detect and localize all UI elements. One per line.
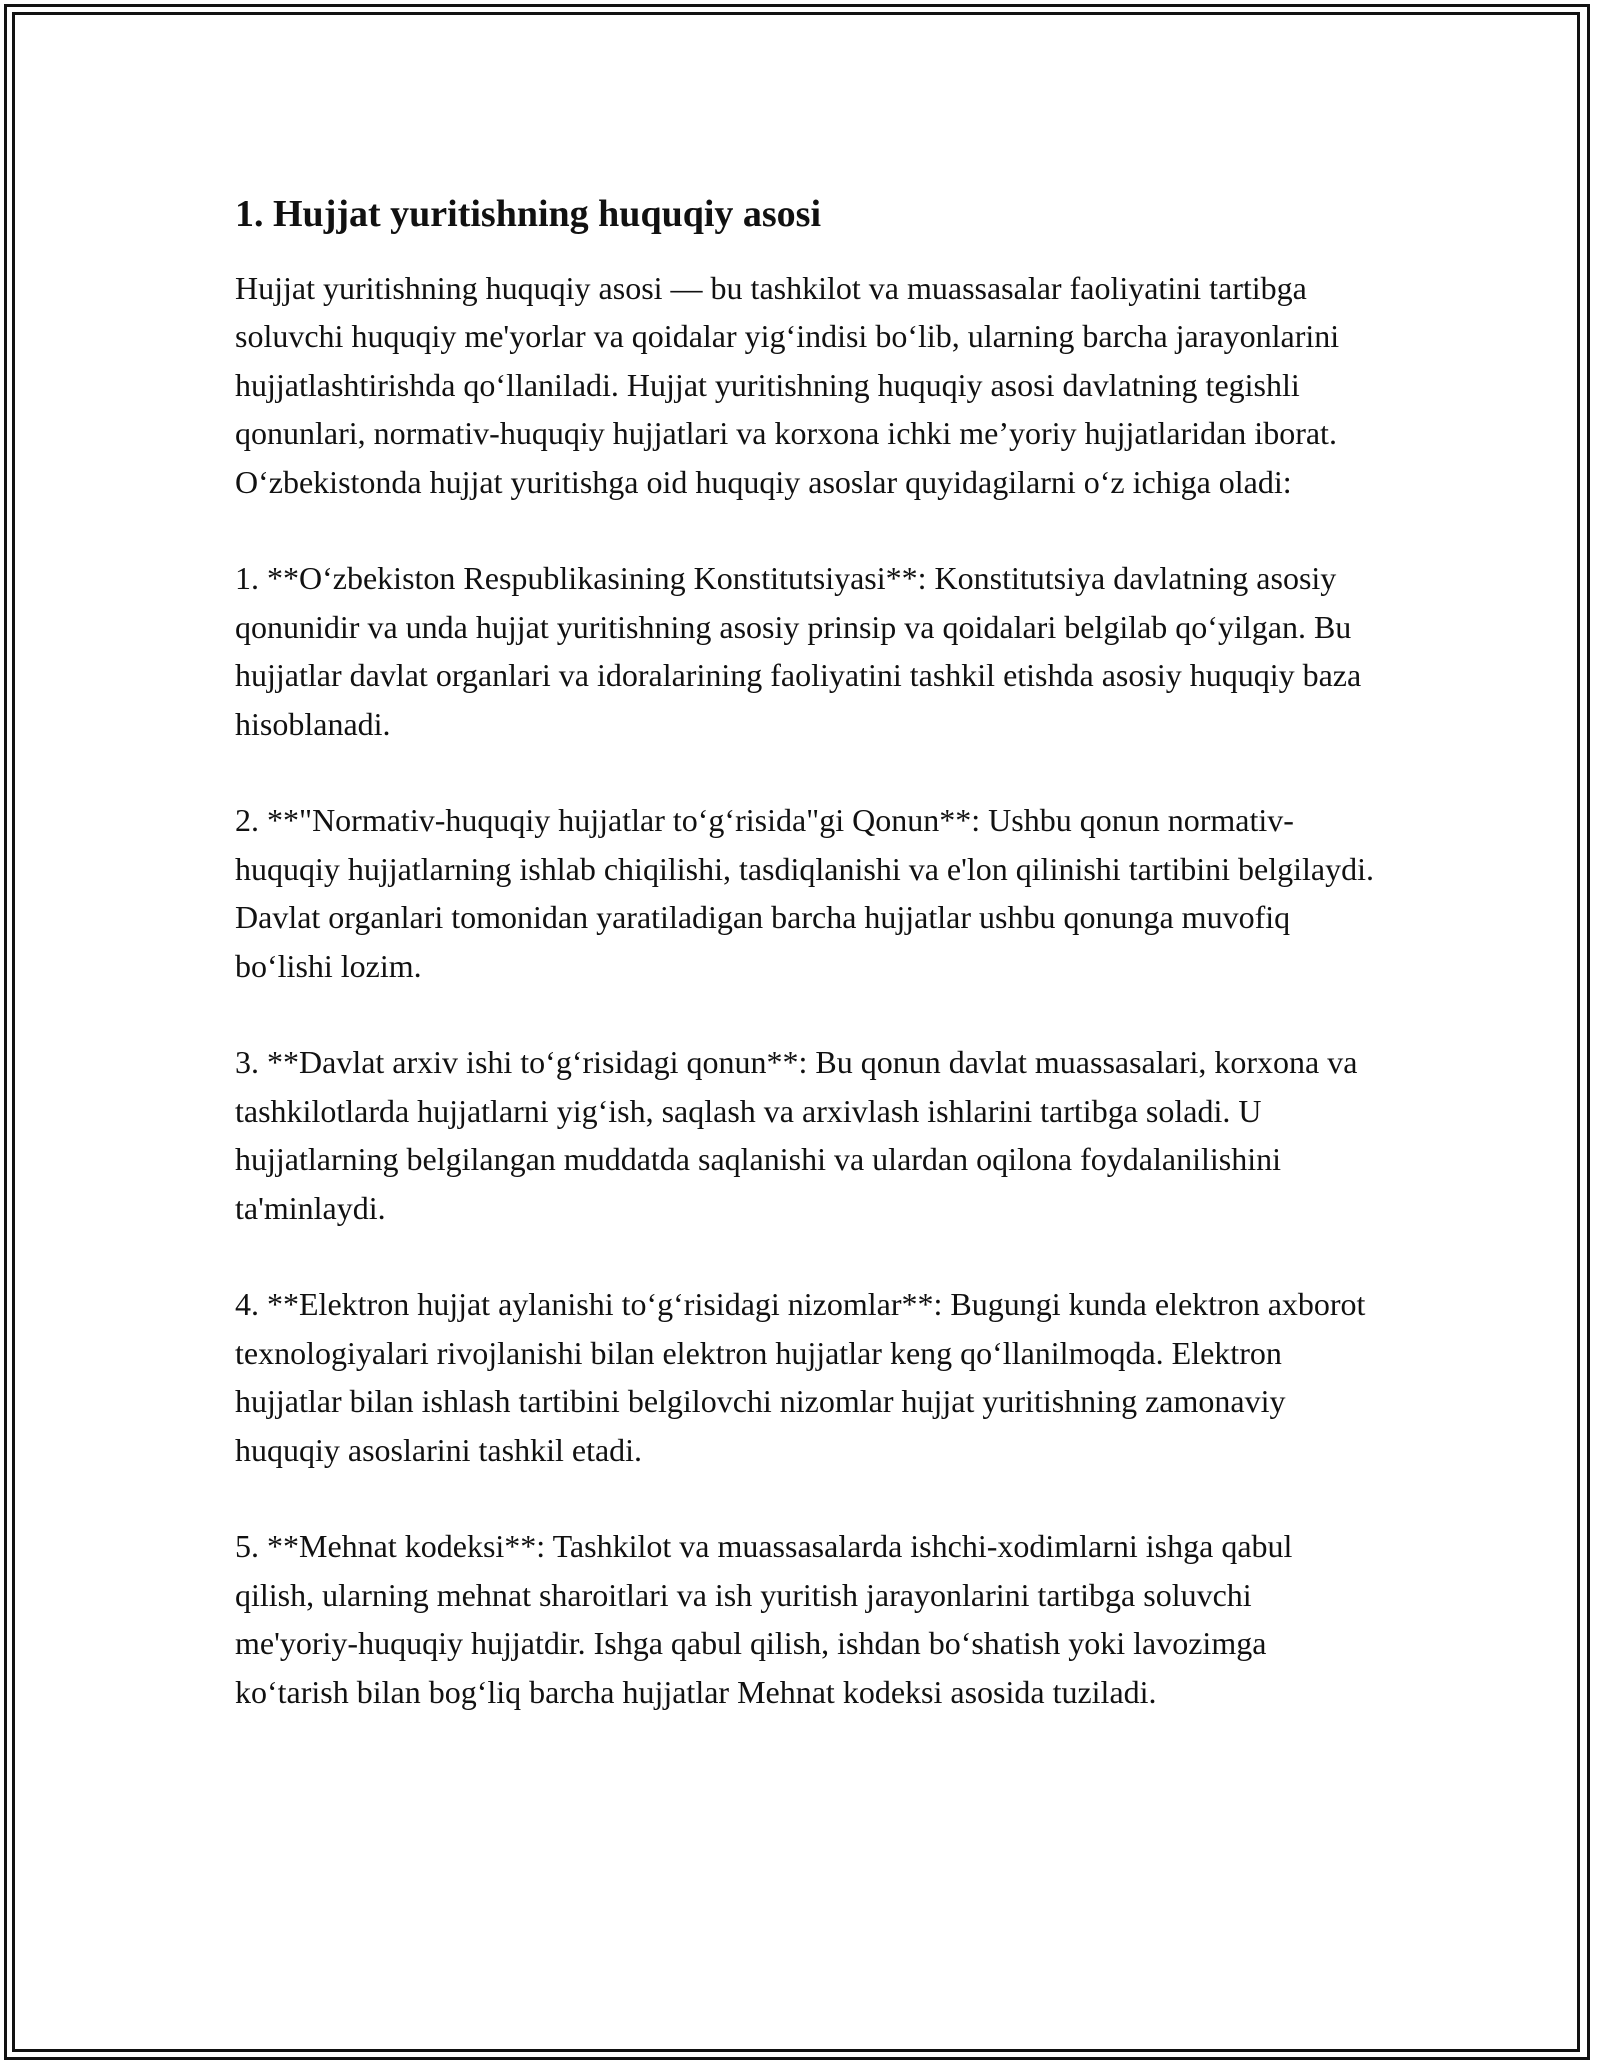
paragraph-spacer <box>235 506 1375 554</box>
intro-paragraph: Hujjat yuritishning huquqiy asosi — bu tashkilot va muassasalar faoliyatini tartibga soluvchi huquqiy me'yorlar va qoidalar yig‘indisi bo‘lib, ularning barcha jarayonlarini hujjatlashtirishda qo‘llaniladi. Hujjat yuritishning huquqiy asosi davlatning tegishli qonunlari, normativ-huquqiy hujjatlari va korxona ichki me’yoriy hujjatlaridan iborat. O‘zbekistonda hujjat yuritishga oid huquqiy asoslar quyidagilarni o‘z ichiga oladi: <box>235 270 1348 500</box>
document-body <box>235 188 1382 1716</box>
paragraph-spacer <box>235 1474 1375 1522</box>
list-item-normative-acts-law: 2. **"Normativ-huquqiy hujjatlar to‘g‘risida"gi Qonun**: Ushbu qonun normativ-huquqiy hujjatlarning ishlab chiqilishi, tasdiqlanishi va e'lon qilinishi tartibini belgilaydi. Davlat organlari tomonidan yaratiladigan barcha hujjatlar ushbu qonunga muvofiq bo‘lishi lozim. <box>235 802 1382 984</box>
list-item-archive-law: 3. **Davlat arxiv ishi to‘g‘risidagi qonun**: Bu qonun davlat muassasalari, korxona va tashkilotlarda hujjatlarni yig‘ish, saqlash va arxivlash ishlarini tartibga soladi. U hujjatlarning belgilangan muddatda saqlanishi va ulardan oqilona foydalanilishini ta'minlaydi. <box>235 1044 1366 1226</box>
list-item-constitution: 1. **O‘zbekiston Respublikasining Konstitutsiyasi**: Konstitutsiya davlatning asosiy qonunidir va unda hujjat yuritishning asosiy prinsip va qoidalari belgilab qo‘yilgan. Bu hujjatlar davlat organlari va idoralarining faoliyatini tashkil etishda asosiy huquqiy baza hisoblanadi. <box>235 560 1370 742</box>
section-heading: 1. Hujjat yuritishning huquqiy asosi <box>235 193 822 235</box>
paragraph-spacer <box>235 990 1375 1038</box>
paragraph-spacer <box>235 748 1375 796</box>
paragraph-spacer <box>235 1232 1375 1280</box>
list-item-electronic-docs: 4. **Elektron hujjat aylanishi to‘g‘risidagi nizomlar**: Bugungi kunda elektron axborot texnologiyalari rivojlanishi bilan elektron hujjatlar keng qo‘llanilmoqda. Elektron hujjatlar bilan ishlash tartibini belgilovchi nizomlar hujjat yuritishning zamonaviy huquqiy asoslarini tashkil etadi. <box>235 1286 1374 1468</box>
list-item-labor-code: 5. **Mehnat kodeksi**: Tashkilot va muassasalarda ishchi-xodimlarni ishga qabul qilish, ularning mehnat sharoitlari va ish yuritish jarayonlarini tartibga soluvchi me'yoriy-huquqiy hujjatdir. Ishga qabul qilish, ishdan bo‘shatish yoki lavozimga ko‘tarish bilan bog‘liq barcha hujjatlar Mehnat kodeksi asosida tuziladi. <box>235 1528 1301 1710</box>
